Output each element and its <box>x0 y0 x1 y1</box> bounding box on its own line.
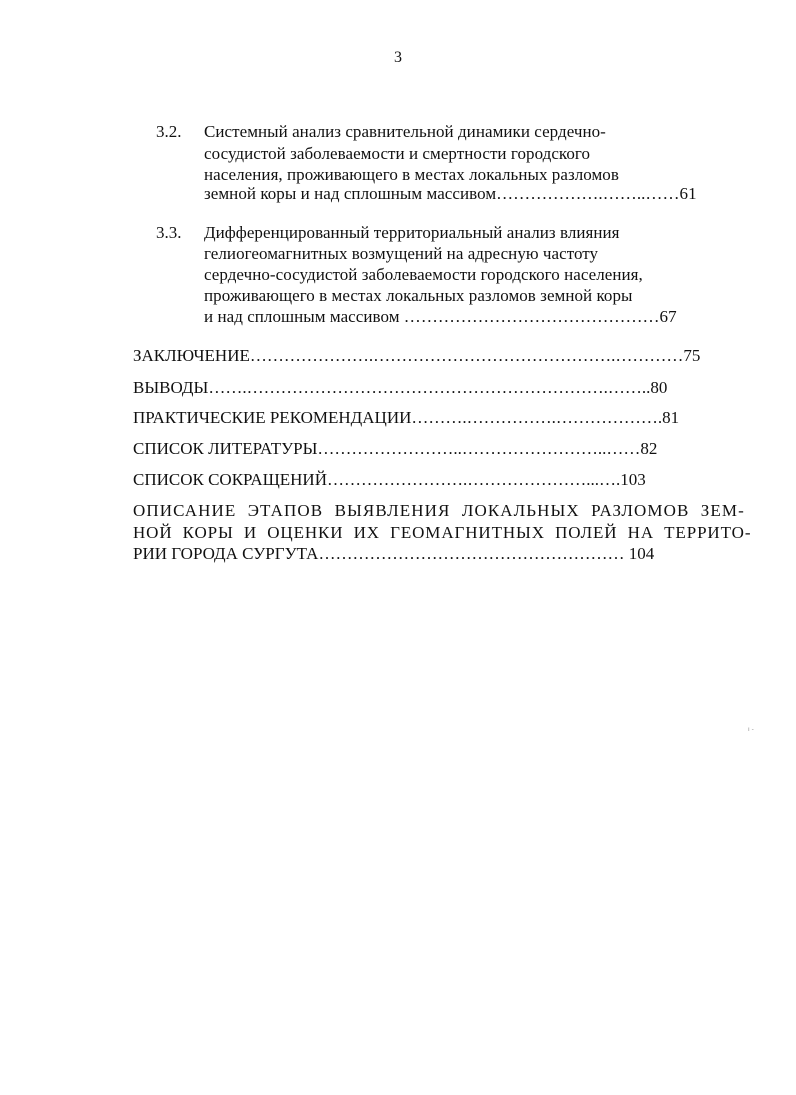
toc-entry-final-line-2: НОЙ КОРЫ И ОЦЕНКИ ИХ ГЕОМАГНИТНЫХ ПОЛЕЙ НА ТЕРРИТО- <box>133 523 752 542</box>
page-number: 3 <box>394 49 402 66</box>
toc-entry-final-line-3: РИИ ГОРОДА СУРГУТА……………………………………………… 104 <box>133 544 655 563</box>
section-3-2-line-4: земной коры и над сплошным массивом……………….……..……61 <box>204 184 697 203</box>
toc-entry-abbreviations: СПИСОК СОКРАЩЕНИЙ…………………….…………………...….103 <box>133 470 646 489</box>
toc-entry-final-line-1: ОПИСАНИЕ ЭТАПОВ ВЫЯВЛЕНИЯ ЛОКАЛЬНЫХ РАЗЛОМОВ ЗЕМ- <box>133 501 745 520</box>
section-3-3-line-4: проживающего в местах локальных разломов земной коры <box>204 286 633 305</box>
section-3-2-line-3: населения, проживающего в местах локальных разломов <box>204 165 619 184</box>
margin-mark: ı ‑ <box>748 726 754 733</box>
section-number-3-2: 3.2. <box>156 122 182 141</box>
toc-entry-findings: ВЫВОДЫ…….……………………………………………………….……..80 <box>133 378 668 397</box>
toc-entry-references: СПИСОК ЛИТЕРАТУРЫ……………………..……………………..……82 <box>133 439 658 458</box>
toc-entry-recommendations: ПРАКТИЧЕСКИЕ РЕКОМЕНДАЦИИ……….…………….……………….81 <box>133 408 680 427</box>
section-3-3-line-5: и над сплошным массивом ………………………………………67 <box>204 307 677 326</box>
section-3-3-line-3: сердечно-сосудистой заболеваемости городского населения, <box>204 265 643 284</box>
toc-entry-conclusion: ЗАКЛЮЧЕНИЕ………………….…………………………………….…………75 <box>133 346 701 365</box>
section-number-3-3: 3.3. <box>156 223 182 242</box>
section-3-2-line-1: Системный анализ сравнительной динамики сердечно- <box>204 122 606 141</box>
section-3-3-line-1: Дифференцированный территориальный анализ влияния <box>204 223 620 242</box>
section-3-2-line-2: сосудистой заболеваемости и смертности городского <box>204 144 591 163</box>
section-3-3-line-2: гелиогеомагнитных возмущений на адресную частоту <box>204 244 599 263</box>
